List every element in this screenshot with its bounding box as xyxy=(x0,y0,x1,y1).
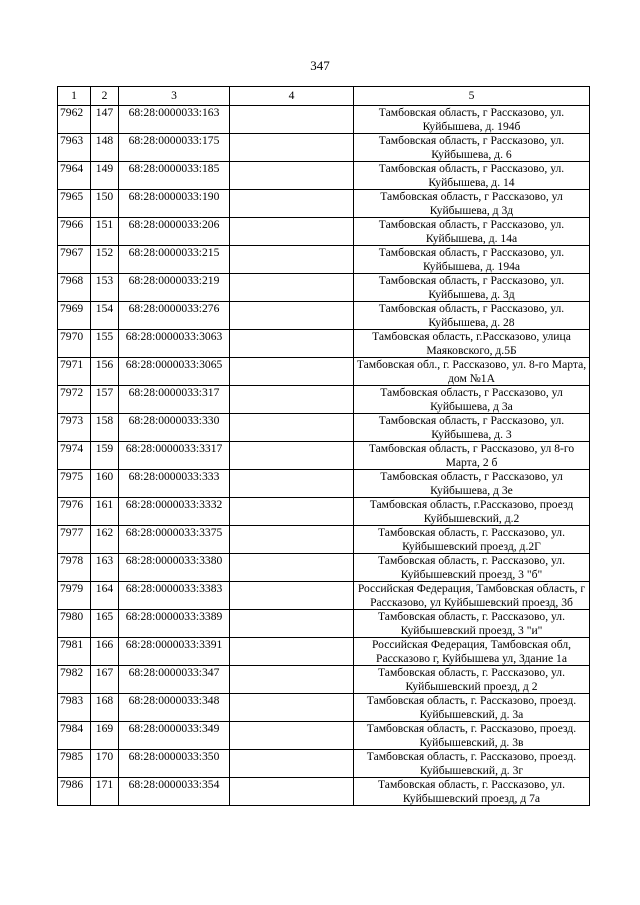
item-number-cell xyxy=(91,778,119,806)
cadastral-number-cell xyxy=(119,526,230,554)
address-cell xyxy=(354,358,590,386)
row-number-cell xyxy=(58,610,91,638)
address-line: Куйбышева, д. 14 xyxy=(428,175,515,189)
cadastral-number-text: 68:28:0000033:3383 xyxy=(125,582,223,595)
cadastral-number-cell xyxy=(119,386,230,414)
row-number-text: 7978 xyxy=(60,554,84,567)
note-cell xyxy=(230,330,354,358)
item-number-cell xyxy=(91,666,119,694)
cadastral-number-cell xyxy=(119,470,230,498)
row-number-text: 7974 xyxy=(60,442,84,455)
column-header: 4 xyxy=(230,87,354,106)
address-line: Куйбышева, д. 3д xyxy=(428,287,515,301)
table-row xyxy=(58,134,590,162)
row-number-text: 7977 xyxy=(60,526,84,539)
address-cell xyxy=(354,666,590,694)
cadastral-number-text: 68:28:0000033:330 xyxy=(128,414,220,427)
cadastral-number-cell xyxy=(119,554,230,582)
note-cell xyxy=(230,358,354,386)
item-number-text: 163 xyxy=(95,554,114,567)
item-number-cell xyxy=(91,134,119,162)
row-number-text: 7963 xyxy=(60,134,84,147)
address-cell xyxy=(354,750,590,778)
address-line: Куйбышевский проезд, д 2 xyxy=(405,679,538,693)
item-number-cell xyxy=(91,106,119,134)
note-cell xyxy=(230,526,354,554)
row-number-cell xyxy=(58,638,91,666)
address-cell xyxy=(354,246,590,274)
note-cell xyxy=(230,162,354,190)
column-header: 2 xyxy=(91,87,119,106)
row-number-cell xyxy=(58,246,91,274)
address-line: Марта, 2 б xyxy=(445,455,498,469)
table-row xyxy=(58,386,590,414)
row-number-cell xyxy=(58,554,91,582)
table-row xyxy=(58,694,590,722)
row-number-cell xyxy=(58,386,91,414)
row-number-text: 7980 xyxy=(60,610,84,623)
item-number-cell xyxy=(91,274,119,302)
item-number-text: 161 xyxy=(95,498,114,511)
note-cell xyxy=(230,442,354,470)
table-row xyxy=(58,750,590,778)
address-cell xyxy=(354,162,590,190)
table-row xyxy=(58,414,590,442)
address-line: Рассказово, ул Куйбышевский проезд, 3б xyxy=(370,595,573,609)
note-cell xyxy=(230,190,354,218)
address-line: Куйбышева, д. 14а xyxy=(425,231,518,245)
row-number-text: 7967 xyxy=(60,246,84,259)
cadastral-number-text: 68:28:0000033:219 xyxy=(128,274,220,287)
address-line: Тамбовская область, г Рассказово, ул. xyxy=(378,414,565,427)
address-line: Тамбовская область, г Рассказово, ул. xyxy=(378,302,565,315)
address-cell xyxy=(354,302,590,330)
item-number-cell xyxy=(91,610,119,638)
table-row xyxy=(58,246,590,274)
item-number-text: 157 xyxy=(95,386,114,399)
row-number-text: 7981 xyxy=(60,638,84,651)
cadastral-number-text: 68:28:0000033:3391 xyxy=(125,638,223,651)
header-row xyxy=(58,87,590,106)
cadastral-number-text: 68:28:0000033:3332 xyxy=(125,498,223,511)
row-number-text: 7968 xyxy=(60,274,84,287)
address-line: Куйбышева, д 3е xyxy=(430,483,513,497)
item-number-cell xyxy=(91,414,119,442)
item-number-text: 167 xyxy=(95,666,114,679)
row-number-cell xyxy=(58,358,91,386)
address-line: Тамбовская область, г Рассказово, ул. xyxy=(378,134,565,147)
cadastral-number-text: 68:28:0000033:354 xyxy=(128,778,220,791)
row-number-text: 7971 xyxy=(60,358,84,371)
item-number-cell xyxy=(91,218,119,246)
note-cell xyxy=(230,582,354,610)
table-row xyxy=(58,638,590,666)
table-row xyxy=(58,358,590,386)
cadastral-number-cell xyxy=(119,498,230,526)
cadastral-number-cell xyxy=(119,330,230,358)
cadastral-number-text: 68:28:0000033:185 xyxy=(128,162,220,175)
cadastral-number-text: 68:28:0000033:206 xyxy=(128,218,220,231)
note-cell xyxy=(230,722,354,750)
cadastral-number-cell xyxy=(119,638,230,666)
address-line: Тамбовская обл., г. Рассказово, ул. 8-го Марта, xyxy=(356,358,587,371)
cadastral-number-cell xyxy=(119,246,230,274)
column-header: 1 xyxy=(58,87,91,106)
note-cell xyxy=(230,694,354,722)
address-cell xyxy=(354,778,590,806)
row-number-text: 7965 xyxy=(60,190,84,203)
address-cell xyxy=(354,386,590,414)
row-number-text: 7966 xyxy=(60,218,84,231)
note-cell xyxy=(230,638,354,666)
cadastral-number-text: 68:28:0000033:175 xyxy=(128,134,220,147)
address-cell xyxy=(354,610,590,638)
address-line: Куйбышева, д. 194б xyxy=(422,119,521,133)
column-header: 3 xyxy=(119,87,230,106)
item-number-cell xyxy=(91,750,119,778)
cadastral-number-cell xyxy=(119,582,230,610)
address-cell xyxy=(354,554,590,582)
address-line: Тамбовская область, г Рассказово, ул xyxy=(380,386,563,399)
note-cell xyxy=(230,610,354,638)
note-cell xyxy=(230,274,354,302)
cadastral-number-text: 68:28:0000033:348 xyxy=(128,694,220,707)
cadastral-number-text: 68:28:0000033:347 xyxy=(128,666,220,679)
table-row xyxy=(58,162,590,190)
address-line: Куйбышева, д 3а xyxy=(430,399,513,413)
item-number-text: 168 xyxy=(95,694,114,707)
cadastral-number-cell xyxy=(119,218,230,246)
item-number-text: 150 xyxy=(95,190,114,203)
table-row xyxy=(58,302,590,330)
address-line: Куйбышевский, д. 3в xyxy=(419,735,524,749)
address-cell xyxy=(354,722,590,750)
row-number-text: 7975 xyxy=(60,470,84,483)
note-cell xyxy=(230,302,354,330)
row-number-cell xyxy=(58,218,91,246)
address-cell xyxy=(354,190,590,218)
item-number-cell xyxy=(91,330,119,358)
address-line: Куйбышевский проезд, д.2Г xyxy=(402,539,541,553)
address-line: Куйбышевский проезд, 3 "и" xyxy=(400,623,543,637)
address-line: Куйбышева, д. 3 xyxy=(431,427,512,441)
address-line: Тамбовская область, г.Рассказово, улица xyxy=(372,330,571,343)
row-number-cell xyxy=(58,778,91,806)
address-line: Рассказово г, Куйбышева ул, Здание 1а xyxy=(376,651,567,665)
cadastral-number-text: 68:28:0000033:190 xyxy=(128,190,220,203)
table-row xyxy=(58,190,590,218)
address-line: Тамбовская область, г Рассказово, ул. xyxy=(378,246,565,259)
address-line: Тамбовская область, г.Рассказово, проезд xyxy=(369,498,574,511)
row-number-text: 7972 xyxy=(60,386,84,399)
table-row xyxy=(58,442,590,470)
row-number-text: 7976 xyxy=(60,498,84,511)
address-cell xyxy=(354,638,590,666)
item-number-cell xyxy=(91,302,119,330)
address-cell xyxy=(354,106,590,134)
note-cell xyxy=(230,414,354,442)
item-number-text: 162 xyxy=(95,526,114,539)
cadastral-number-text: 68:28:0000033:215 xyxy=(128,246,220,259)
item-number-cell xyxy=(91,442,119,470)
table-row xyxy=(58,498,590,526)
table-row xyxy=(58,666,590,694)
cadastral-number-cell xyxy=(119,414,230,442)
item-number-cell xyxy=(91,470,119,498)
cadastral-number-text: 68:28:0000033:3375 xyxy=(125,526,223,539)
item-number-text: 149 xyxy=(95,162,114,175)
address-line: Куйбышева, д 3д xyxy=(429,203,514,217)
address-line: Тамбовская область, г Рассказово, ул. xyxy=(378,106,565,119)
cadastral-number-cell xyxy=(119,134,230,162)
item-number-text: 148 xyxy=(95,134,114,147)
address-cell xyxy=(354,134,590,162)
table-body xyxy=(58,106,590,806)
table-row xyxy=(58,218,590,246)
address-line: Куйбышева, д. 28 xyxy=(428,315,515,329)
cadastral-number-text: 68:28:0000033:3389 xyxy=(125,610,223,623)
table-row xyxy=(58,526,590,554)
cadastral-number-cell xyxy=(119,750,230,778)
item-number-text: 155 xyxy=(95,330,114,343)
note-cell xyxy=(230,246,354,274)
address-line: Куйбышевский, д. 3г xyxy=(419,763,524,777)
cadastral-number-cell xyxy=(119,778,230,806)
table-row xyxy=(58,722,590,750)
address-line: Маяковского, д.5Б xyxy=(426,343,517,357)
cadastral-number-text: 68:28:0000033:333 xyxy=(128,470,220,483)
row-number-text: 7979 xyxy=(60,582,84,595)
note-cell xyxy=(230,666,354,694)
note-cell xyxy=(230,134,354,162)
row-number-text: 7984 xyxy=(60,722,84,735)
note-cell xyxy=(230,470,354,498)
row-number-text: 7964 xyxy=(60,162,84,175)
row-number-text: 7969 xyxy=(60,302,84,315)
row-number-cell xyxy=(58,582,91,610)
note-cell xyxy=(230,106,354,134)
row-number-text: 7962 xyxy=(60,106,84,119)
address-line: Тамбовская область, г. Рассказово, ул. xyxy=(378,526,565,539)
item-number-text: 159 xyxy=(95,442,114,455)
row-number-text: 7982 xyxy=(60,666,84,679)
note-cell xyxy=(230,498,354,526)
page-number: 347 xyxy=(310,58,330,73)
table-row xyxy=(58,554,590,582)
row-number-text: 7970 xyxy=(60,330,84,343)
item-number-text: 156 xyxy=(95,358,114,371)
row-number-text: 7986 xyxy=(60,778,84,791)
address-cell xyxy=(354,414,590,442)
row-number-cell xyxy=(58,302,91,330)
cadastral-number-cell xyxy=(119,694,230,722)
item-number-cell xyxy=(91,554,119,582)
row-number-cell xyxy=(58,750,91,778)
address-line: дом №1А xyxy=(448,371,495,385)
address-line: Тамбовская область, г Рассказово, ул xyxy=(380,190,563,203)
cadastral-number-cell xyxy=(119,274,230,302)
address-line: Тамбовская область, г Рассказово, ул 8-го xyxy=(368,442,575,455)
item-number-text: 164 xyxy=(95,582,114,595)
item-number-text: 165 xyxy=(95,610,114,623)
cadastral-number-text: 68:28:0000033:3380 xyxy=(125,554,223,567)
address-line: Тамбовская область, г. Рассказово, ул. xyxy=(378,610,565,623)
address-line: Куйбышева, д. 6 xyxy=(431,147,512,161)
cadastral-number-cell xyxy=(119,106,230,134)
column-header: 5 xyxy=(354,87,590,106)
address-cell xyxy=(354,442,590,470)
cadastral-number-cell xyxy=(119,162,230,190)
item-number-cell xyxy=(91,246,119,274)
address-cell xyxy=(354,694,590,722)
item-number-text: 166 xyxy=(95,638,114,651)
item-number-text: 170 xyxy=(95,750,114,763)
note-cell xyxy=(230,218,354,246)
table-row xyxy=(58,610,590,638)
row-number-cell xyxy=(58,498,91,526)
item-number-text: 154 xyxy=(95,302,114,315)
address-line: Тамбовская область, г. Рассказово, ул. xyxy=(378,554,565,567)
address-line: Куйбышевский, д. 3а xyxy=(419,707,524,721)
row-number-cell xyxy=(58,442,91,470)
row-number-text: 7983 xyxy=(60,694,84,707)
row-number-text: 7973 xyxy=(60,414,84,427)
item-number-text: 153 xyxy=(95,274,114,287)
address-cell xyxy=(354,218,590,246)
row-number-cell xyxy=(58,526,91,554)
row-number-cell xyxy=(58,722,91,750)
table-row xyxy=(58,778,590,806)
cadastral-number-text: 68:28:0000033:349 xyxy=(128,722,220,735)
address-line: Российская Федерация, Тамбовская область, г xyxy=(357,582,586,595)
address-line: Куйбышевский проезд, д 7а xyxy=(402,791,541,805)
item-number-cell xyxy=(91,638,119,666)
note-cell xyxy=(230,386,354,414)
note-cell xyxy=(230,750,354,778)
cadastral-number-cell xyxy=(119,190,230,218)
address-line: Тамбовская область, г. Рассказово, ул. xyxy=(378,666,565,679)
table-row xyxy=(58,106,590,134)
table-row xyxy=(58,330,590,358)
row-number-cell xyxy=(58,414,91,442)
cadastral-number-text: 68:28:0000033:3317 xyxy=(125,442,223,455)
note-cell xyxy=(230,778,354,806)
address-cell xyxy=(354,526,590,554)
address-line: Куйбышева, д. 194а xyxy=(422,259,521,273)
cadastral-number-text: 68:28:0000033:317 xyxy=(128,386,220,399)
item-number-text: 152 xyxy=(95,246,114,259)
row-number-cell xyxy=(58,330,91,358)
cadastral-number-cell xyxy=(119,722,230,750)
cadastral-number-text: 68:28:0000033:163 xyxy=(128,106,220,119)
address-line: Куйбышевский проезд, 3 "б" xyxy=(400,567,543,581)
address-line: Тамбовская область, г. Рассказово, проезд. xyxy=(366,750,577,763)
cadastral-number-cell xyxy=(119,610,230,638)
cadastral-number-cell xyxy=(119,442,230,470)
cadastral-number-text: 68:28:0000033:3063 xyxy=(125,330,223,343)
item-number-cell xyxy=(91,190,119,218)
row-number-cell xyxy=(58,162,91,190)
cadastral-number-text: 68:28:0000033:276 xyxy=(128,302,220,315)
item-number-text: 169 xyxy=(95,722,114,735)
item-number-cell xyxy=(91,386,119,414)
row-number-cell xyxy=(58,106,91,134)
row-number-text: 7985 xyxy=(60,750,84,763)
item-number-text: 160 xyxy=(95,470,114,483)
item-number-cell xyxy=(91,162,119,190)
address-line: Тамбовская область, г Рассказово, ул. xyxy=(378,274,565,287)
row-number-cell xyxy=(58,134,91,162)
note-cell xyxy=(230,554,354,582)
item-number-text: 147 xyxy=(95,106,114,119)
table-row xyxy=(58,470,590,498)
address-cell xyxy=(354,470,590,498)
item-number-text: 171 xyxy=(95,778,114,791)
address-cell xyxy=(354,498,590,526)
table-row xyxy=(58,274,590,302)
item-number-cell xyxy=(91,582,119,610)
table-row xyxy=(58,582,590,610)
cadastral-number-text: 68:28:0000033:350 xyxy=(128,750,220,763)
address-line: Тамбовская область, г. Рассказово, проезд. xyxy=(366,722,577,735)
address-line: Тамбовская область, г Рассказово, ул. xyxy=(378,218,565,231)
item-number-cell xyxy=(91,722,119,750)
address-cell xyxy=(354,274,590,302)
address-line: Куйбышевский, д.2 xyxy=(423,511,520,525)
address-cell xyxy=(354,330,590,358)
row-number-cell xyxy=(58,190,91,218)
address-cell xyxy=(354,582,590,610)
item-number-cell xyxy=(91,498,119,526)
address-line: Российская Федерация, Тамбовская обл, xyxy=(371,638,572,651)
row-number-cell xyxy=(58,666,91,694)
cadastral-number-cell xyxy=(119,302,230,330)
address-line: Тамбовская область, г Рассказово, ул. xyxy=(378,162,565,175)
item-number-cell xyxy=(91,694,119,722)
item-number-cell xyxy=(91,358,119,386)
item-number-text: 151 xyxy=(95,218,114,231)
cadastral-number-cell xyxy=(119,666,230,694)
row-number-cell xyxy=(58,274,91,302)
cadastral-number-cell xyxy=(119,358,230,386)
cadastral-number-text: 68:28:0000033:3065 xyxy=(125,358,223,371)
row-number-cell xyxy=(58,470,91,498)
item-number-text: 158 xyxy=(95,414,114,427)
row-number-cell xyxy=(58,694,91,722)
address-line: Тамбовская область, г Рассказово, ул xyxy=(380,470,563,483)
address-line: Тамбовская область, г. Рассказово, ул. xyxy=(378,778,565,791)
address-line: Тамбовская область, г. Рассказово, проезд. xyxy=(366,694,577,707)
registry-table xyxy=(57,86,590,806)
item-number-cell xyxy=(91,526,119,554)
